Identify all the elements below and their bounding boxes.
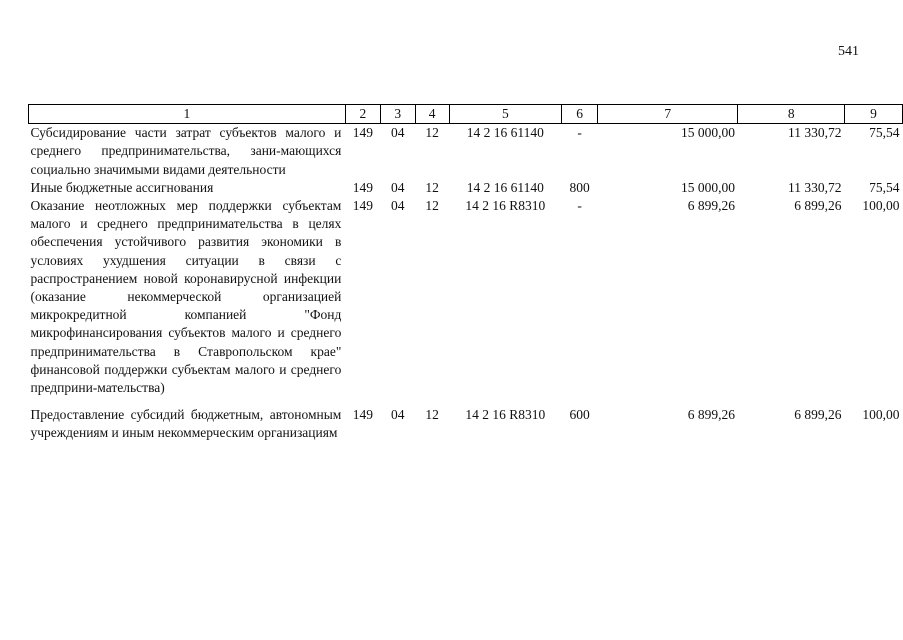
row-expense-type: - <box>577 198 582 214</box>
row-expense-type: 600 <box>569 407 590 423</box>
row-actual-amount: 6 899,26 <box>794 407 842 423</box>
row-description: Иные бюджетные ассигнования <box>30 179 214 195</box>
table-header-row <box>29 105 903 124</box>
row-planned-amount: 6 899,26 <box>687 407 735 423</box>
table-row <box>29 124 903 179</box>
row-description: Субсидирование части затрат субъектов малого и среднего предпринимательства, зани-мающихся социально значимыми видами деятельности <box>30 125 342 177</box>
row-target-article: 14 2 16 61140 <box>466 125 544 141</box>
row-percent: 75,54 <box>869 179 900 195</box>
header-col-1: 1 <box>29 105 346 124</box>
header-col-5: 5 <box>449 105 562 124</box>
page-number: 541 <box>838 44 859 59</box>
row-ministry-code: 149 <box>352 407 373 423</box>
header-col-8: 8 <box>738 105 845 124</box>
header-col-3: 3 <box>380 105 415 124</box>
row-actual-amount: 11 330,72 <box>788 125 842 141</box>
row-target-article: 14 2 16 61140 <box>466 179 544 195</box>
table-row <box>29 406 903 442</box>
row-planned-amount: 15 000,00 <box>680 179 735 195</box>
row-section-code: 04 <box>390 407 405 423</box>
row-section-code: 04 <box>390 179 405 195</box>
row-actual-amount: 11 330,72 <box>788 179 842 195</box>
row-ministry-code: 149 <box>352 198 373 214</box>
row-percent: 100,00 <box>862 198 900 214</box>
row-planned-amount: 6 899,26 <box>687 198 735 214</box>
row-description: Предоставление субсидий бюджетным, автономным учреждениям и иным некоммерческим организациям <box>30 407 342 441</box>
row-percent: 75,54 <box>869 125 900 141</box>
row-actual-amount: 6 899,26 <box>794 198 842 214</box>
budget-table <box>28 104 903 443</box>
row-spacer <box>29 397 903 406</box>
row-ministry-code: 149 <box>352 125 373 141</box>
row-target-article: 14 2 16 R8310 <box>465 407 546 423</box>
row-subsection-code: 12 <box>425 125 439 141</box>
header-col-6: 6 <box>562 105 598 124</box>
header-col-2: 2 <box>345 105 380 124</box>
row-expense-type: - <box>577 125 582 141</box>
table-row <box>29 179 903 197</box>
row-target-article: 14 2 16 R8310 <box>465 198 546 214</box>
row-subsection-code: 12 <box>425 179 439 195</box>
table-row <box>29 197 903 397</box>
row-section-code: 04 <box>390 125 405 141</box>
row-subsection-code: 12 <box>425 198 439 214</box>
header-col-9: 9 <box>845 105 903 124</box>
row-planned-amount: 15 000,00 <box>680 125 735 141</box>
row-subsection-code: 12 <box>425 407 439 423</box>
row-percent: 100,00 <box>862 407 900 423</box>
row-description: Оказание неотложных мер поддержки субъектам малого и среднего предпринимательства в целях обеспечения устойчивого развития экономики в условиях ухудшения ситуации в связи с распространением новой коронавирусной инфекции (оказание некоммерческой организацией микрокредитной компанией "Фонд микрофинансирования субъектов малого и среднего предпринимательства в Ставропольском крае" финансовой поддержки субъектам малого и среднего предприни-мательства) <box>30 198 342 396</box>
row-section-code: 04 <box>390 198 405 214</box>
header-col-4: 4 <box>415 105 449 124</box>
header-col-7: 7 <box>598 105 738 124</box>
row-expense-type: 800 <box>569 179 590 195</box>
row-ministry-code: 149 <box>352 179 373 195</box>
